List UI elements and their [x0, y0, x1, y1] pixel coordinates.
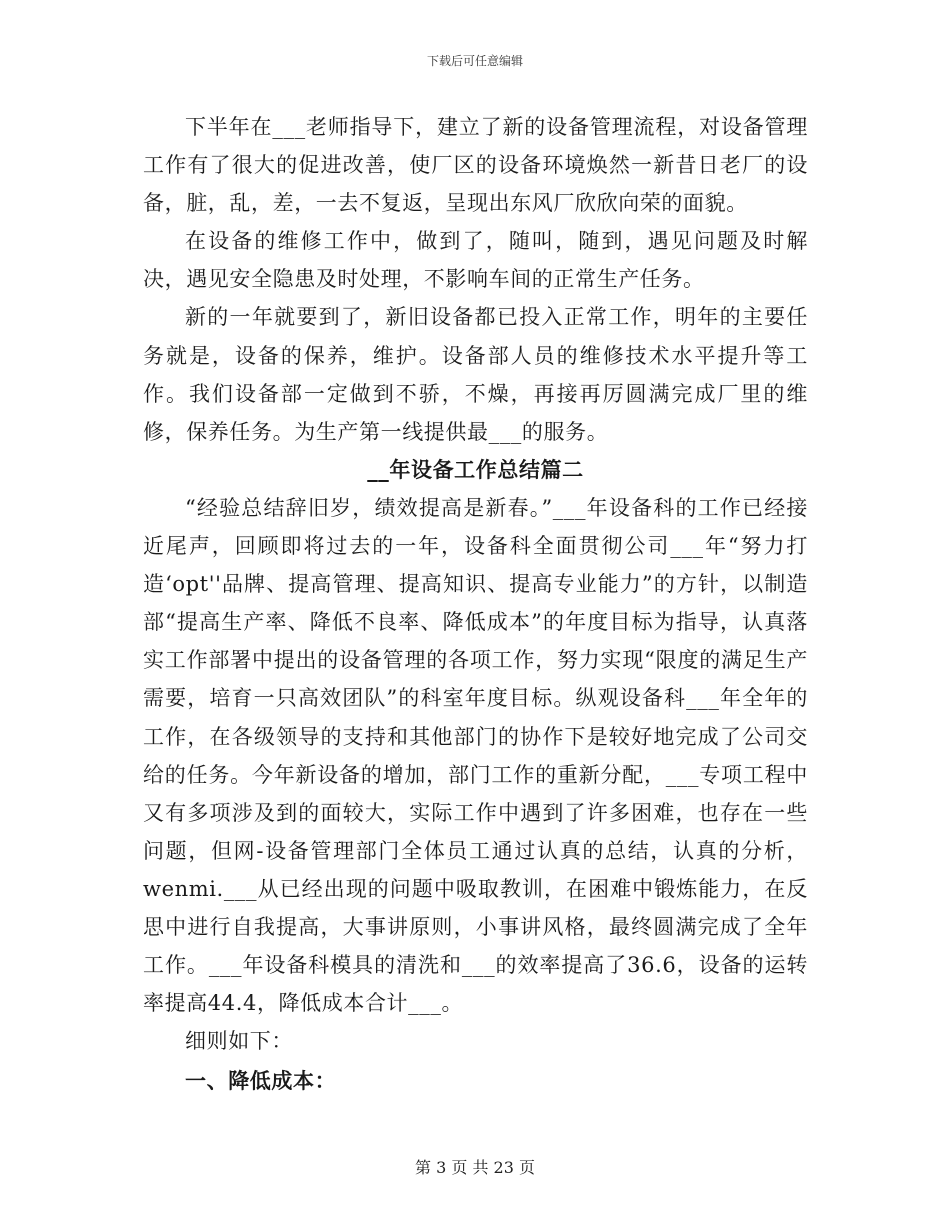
section-title: __年设备工作总结篇二	[367, 457, 584, 482]
paragraph: 在设备的维修工作中，做到了，随叫，随到，遇见问题及时解决，遇见安全隐患及时处理，不影响车间的正常生产任务。	[143, 229, 808, 292]
document-body	[143, 108, 808, 1100]
paragraph: 下半年在___老师指导下，建立了新的设备管理流程，对设备管理工作有了很大的促进改善，使厂区的设备环境焕然一新昔日老厂的设备，脏，乱，差，一去不复返，呈现出东风厂欣欣向荣的面貌。	[143, 115, 808, 216]
paragraph: 细则如下：	[185, 1029, 293, 1054]
subheading: 一、降低成本：	[185, 1069, 337, 1094]
paragraph: 新的一年就要到了，新旧设备都已投入正常工作，明年的主要任务就是，设备的保养，维护。设备部人员的维修技术水平提升等工作。我们设备部一定做到不骄，不燥，再接再厉圆满完成厂里的维修，保养任务。为生产第一线提供最___的服务。	[143, 305, 808, 444]
paragraph: “经验总结辞旧岁，绩效提高是新春。”___年设备科的工作已经接近尾声，回顾即将过去的一年，设备科全面贯彻公司___年“努力打造‘opt''品牌、提高管理、提高知识、提高专业能力”的方针，以制造部“提高生产率、降低不良率、降低成本”的年度目标为指导，认真落实工作部署中提出的设备管理的各项工作，努力实现“限度的满足生产需要，培育一只高效团队”的科室年度目标。纵观设备科___年全年的工作，在各级领导的支持和其他部门的协作下是较好地完成了公司交给的任务。今年新设备的增加，部门工作的重新分配，___专项工程中又有多项涉及到的面较大，实际工作中遇到了许多困难，也存在一些问题，但网-设备管理部门全体员工通过认真的总结，认真的分析，wenmi.___从已经出现的问题中吸取教训，在困难中锻炼能力，在反思中进行自我提高，大事讲原则，小事讲风格，最终圆满完成了全年工作。___年设备科模具的清洗和___的效率提高了36.6，设备的运转率提高44.4，降低成本合计___。	[143, 495, 808, 1016]
page-number: 第 3 页 共 23 页	[415, 1158, 535, 1177]
page-header-note: 下载后可任意编辑	[426, 54, 523, 68]
